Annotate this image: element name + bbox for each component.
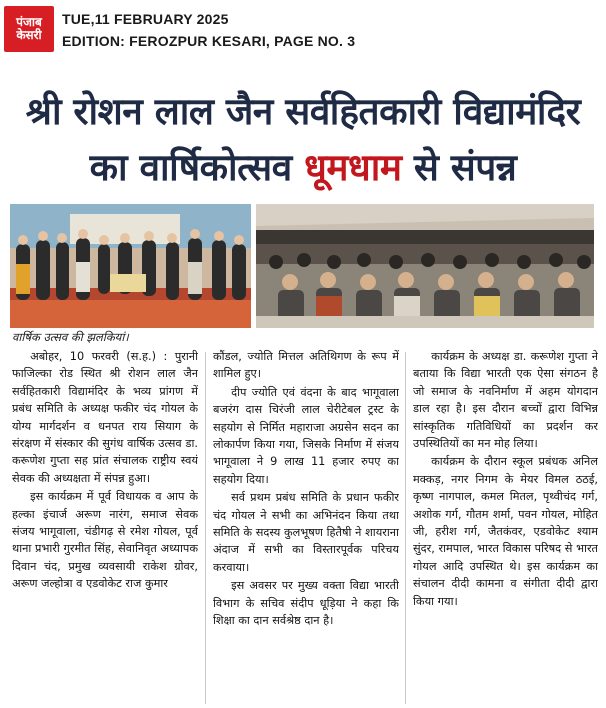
- publication-date: TUE,11 FEBRUARY 2025: [62, 11, 229, 27]
- headline-line-1: श्री रोशन लाल जैन सर्वहितकारी विद्यामंदिर: [25, 90, 581, 133]
- masthead: [0, 0, 606, 56]
- photo-caption: वार्षिक उत्सव की झलकियां।: [12, 330, 129, 344]
- article-paragraph: कार्यक्रम के अध्यक्ष डा. करूणेश गुप्ता ने बताया कि विद्या भारती एक ऐसा संगठन है जो समाज के नवनिर्माण में अहम योगदान डाल रहा है। इस दौरान बच्चों द्वारा विभिन्न सांस्कृतिक गतिविधियों का प्रदर्शन कर उपस्थितियों का मन मोह लिया।: [413, 350, 598, 451]
- headline-line-2-start: का वार्षिकोत्सव: [89, 146, 305, 189]
- article-paragraph: कार्यक्रम के दौरान स्कूल प्रबंधक अनिल मक्कड़, नगर निगम के मेयर विमल ठठई, कृष्ण नागपाल, कमल मितल, पृथ्वीचंद गर्ग, अशोक गर्ग, गौतम शर्मा, पवन गोयल, मोहित जी, हरीश गर्ग, जैतकंवर, एडवोकेट श्याम सुंदर, रामपाल, भारत विकास परिषद से भारत गोयल आदि उपस्थित थे। इस कार्यक्रम का संचालन दीदी कामना व संगीता दीदी द्वारा किया गया।: [413, 455, 598, 608]
- headline: [0, 84, 606, 196]
- headline-line-2: [0, 140, 606, 196]
- article-column-3: [413, 348, 598, 704]
- edition-info: EDITION: FEROZPUR KESARI, PAGE NO. 3: [62, 33, 356, 49]
- logo-line-2: केसरी: [16, 28, 42, 42]
- photo-strip: [10, 204, 594, 330]
- article-column-2: [213, 348, 399, 704]
- article-paragraph: दीप ज्योति एवं वंदना के बाद भागूवाला बजरंग दास चिरंजी लाल चेरीटेबल ट्रस्ट के सहयोग से निर्मित महाराजा अग्रसेन सदन का लोकार्पण किया गया, जिसके निर्माण में संजय भागूवाला ने 9 लाख 11 हजार रुपए का सहयोग दिया।: [213, 385, 399, 486]
- audience-photo: [256, 204, 594, 328]
- article-paragraph: इस अवसर पर मुख्य वक्ता विद्या भारती विभाग के सचिव संदीप धूड़िया ने कहा कि शिक्षा का दान सर्वश्रेष्ठ दान है।: [213, 579, 399, 628]
- stage-ceremony-photo: [10, 204, 251, 328]
- headline-highlight: धूमधाम: [304, 146, 402, 189]
- headline-line-2-end: से संपन्न: [401, 146, 517, 189]
- article-column-1: [12, 348, 198, 704]
- article-paragraph: सर्व प्रथम प्रबंध समिति के प्रधान फकीर चंद गोयल ने सभी का अभिनंदन किया तथा समिति के सदस्य कुलभूषण हितैषी ने शायराना अंदाज में सभी का विस्तारपूर्वक परिचय करवाया।: [213, 491, 399, 574]
- edition-meta: [62, 8, 355, 52]
- article-body: [12, 348, 598, 704]
- logo-line-1: पंजाब: [16, 15, 42, 30]
- article-paragraph: इस कार्यक्रम में पूर्व विधायक व आप के हल्का इंचार्ज अरूण नारंग, समाज सेवक संजय भागूवाला, चंडीगढ़ से रमेश गोयल, पूर्व थाना प्रभारी गुरमीत सिंह, सेवानिवृत अध्यापक दिवान चंद, प्रमुख व्यवसायी राकेश ग्रोवर, अरूण जल्होत्रा व एडवोकेट राज कुमार: [12, 490, 198, 591]
- punjab-kesari-logo: [4, 6, 54, 52]
- article-paragraph: कौंडल, ज्योति मित्तल अतिथिगण के रूप में शामिल हुए।: [213, 350, 399, 381]
- article-paragraph: अबोहर, 10 फरवरी (स.ह.) : पुरानी फाजिल्का रोड स्थित श्री रोशन लाल जैन सर्वहितकारी विद्यामंदिर के भव्य प्रांगण में प्रबंध समिति के अध्यक्ष फकीर चंद गोयल के योग्य मार्गदर्शन व धनपत राय सियाग के संरक्षण में संस्कार की सुगंध वार्षिक उत्सव डा. करूणेश गुप्ता सह प्रांत संचालक राष्ट्रीय स्वयं सेवक की अध्यक्षता में संपन्न हुआ।: [12, 350, 198, 485]
